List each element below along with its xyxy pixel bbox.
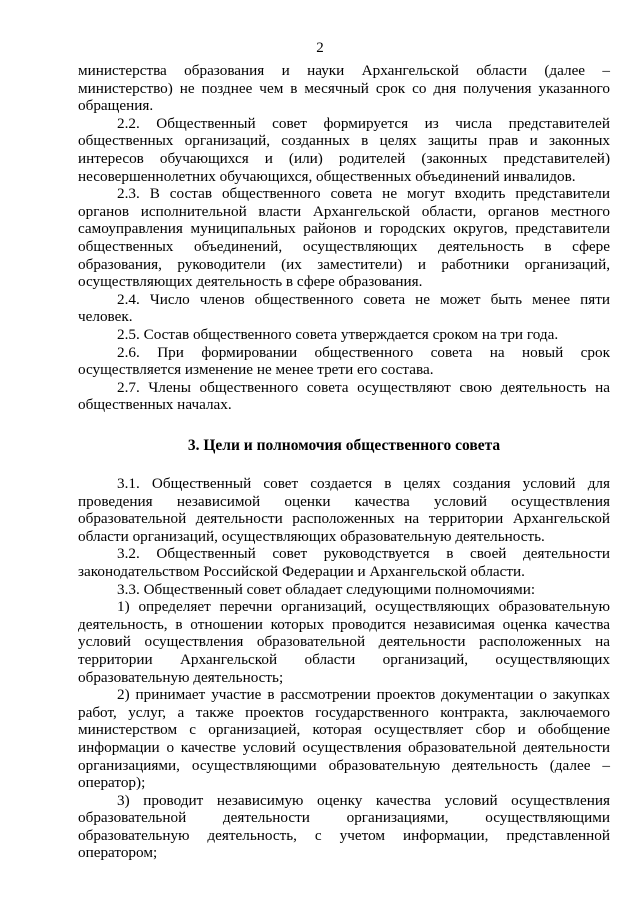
list-item-2: 2) принимает участие в рассмотрении проектов документации о закупках работ, услуг, а также проектов государственного контракта, заключаемого министерством с организацией, которая осуществляет сбор и обобщение информации о качестве условий осуществления образовательной деятельности организациями, осуществляющими образовательную деятельность (далее – оператор); (78, 686, 610, 792)
page-number: 2 (316, 40, 324, 56)
paragraph-continuation: министерства образования и науки Архангельской области (далее – министерство) не позднее чем в месячный срок со дня получения указанного обращения. (78, 62, 610, 115)
paragraph-2-4: 2.4. Число членов общественного совета не может быть менее пяти человек. (78, 290, 610, 326)
paragraph-3-3: 3.3. Общественный совет обладает следующими полномочиями: (117, 580, 536, 598)
paragraph-2-2: 2.2. Общественный совет формируется из числа представителей общественных организаций, созданных в целях защиты прав и законных интересов обучающихся и (или) родителей (законных представителей) несовершеннолетних обучающихся, общественных объединений инвалидов. (78, 114, 610, 185)
section-3-body (78, 475, 610, 862)
list-item-3: 3) проводит независимую оценку качества условий осуществления образовательной деятельности организациями, осуществляющими образовательную деятельность, с учетом информации, представленной оператором; (78, 791, 610, 862)
paragraph-2-7: 2.7. Члены общественного совета осуществляют свою деятельность на общественных началах. (78, 378, 610, 414)
paragraph-3-2: 3.2. Общественный совет руководствуется в своей деятельности законодательством Российской Федерации и Архангельской области. (78, 545, 610, 580)
section-heading: 3. Цели и полномочия общественного совета (187, 437, 501, 454)
paragraph-2-5: 2.5. Состав общественного совета утверждается сроком на три года. (117, 325, 559, 343)
list-item-1: 1) определяет перечни организаций, осуществляющих образовательную деятельность, в отношении которых проводится независимая оценка качества условий осуществления образовательной деятельности расположенных на территории Архангельской области организаций, осуществляющих образовательную деятельность; (78, 598, 610, 686)
paragraph-3-1: 3.1. Общественный совет создается в целях создания условий для проведения независимой оценки качества условий осуществления образовательной деятельности расположенных на территории Архангельской области организаций, осуществляющих образовательную деятельность. (78, 475, 610, 545)
paragraph-2-6: 2.6. При формировании общественного совета на новый срок осуществляется изменение не менее трети его состава. (78, 343, 610, 379)
section-2-body (78, 62, 610, 414)
paragraph-2-3: 2.3. В состав общественного совета не могут входить представители органов исполнительной власти Архангельской области, органов местного самоуправления муниципальных районов и городских округов, представители общественных объединений, осуществляющих деятельность в сфере образования, руководители (их заместители) и работники организаций, осуществляющих деятельность в сфере образования. (78, 185, 610, 291)
